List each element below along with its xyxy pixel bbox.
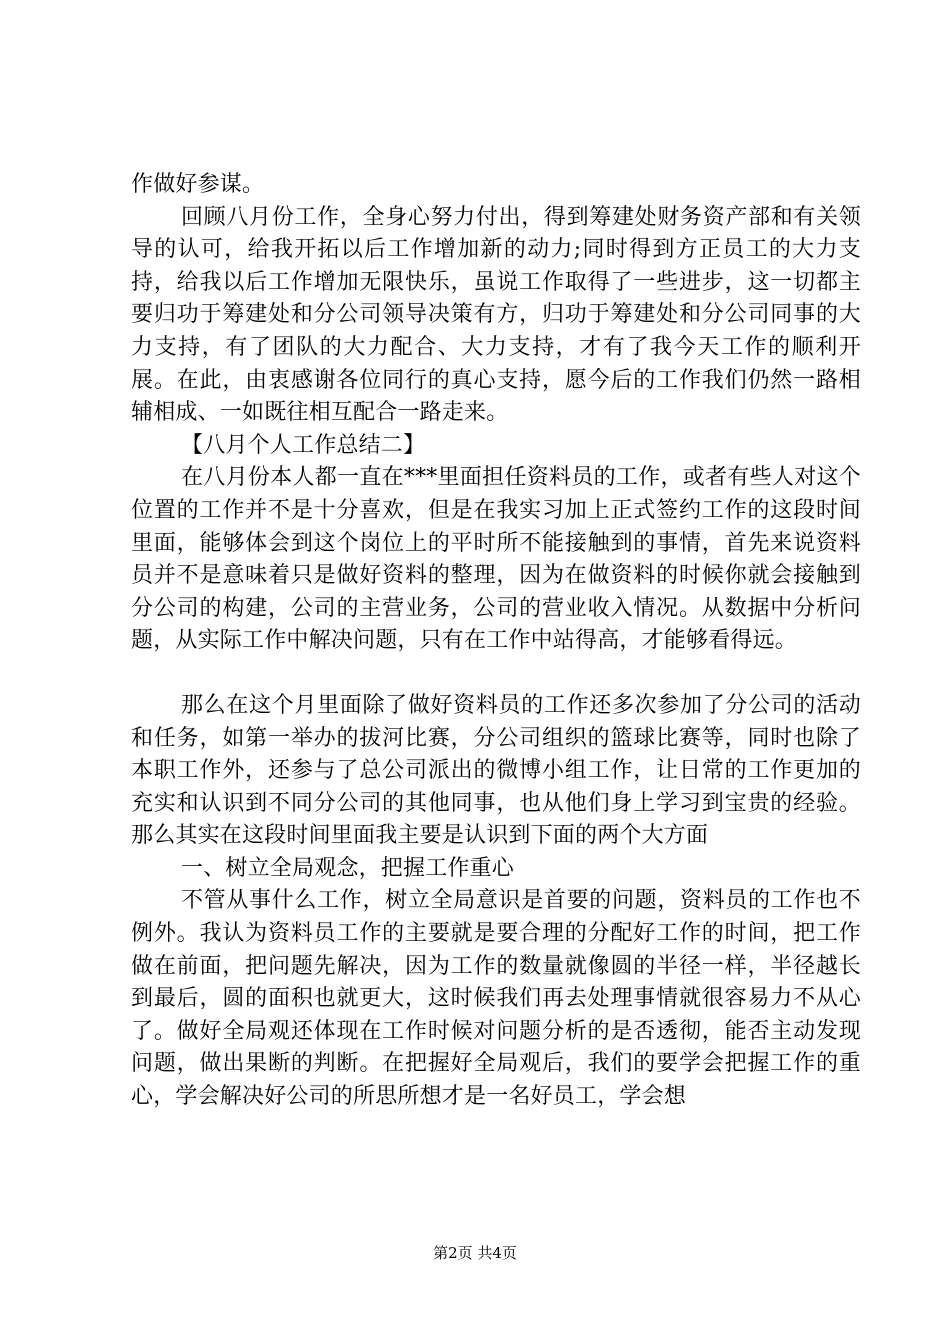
document-body <box>131 169 861 1114</box>
paragraph-global-view: 不管从事什么工作，树立全局意识是首要的问题，资料员的工作也不例外。我认为资料员工作的主要就是要合理的分配好工作的时间，把工作做在前面，把问题先解决，因为工作的数量就像圆的半径一样，半径越长到最后，圆的面积也就更大，这时候我们再去处理事情就很容易力不从心了。做好全局观还体现在工作时候对问题分析的是否透彻，能否主动发现问题，做出果断的判断。在把握好全局观后，我们的要学会把握工作的重心，学会解决好公司的所思所想才是一名好员工，学会想 <box>131 888 861 1110</box>
paragraph-review: 回顾八月份工作，全身心努力付出，得到筹建处财务资产部和有关领导的认可，给我开拓以后工作增加新的动力;同时得到方正员工的大力支持，给我以后工作增加无限快乐，虽说工作取得了一些进步，这一切都主要归功于筹建处和分公司领导决策有方，归功于筹建处和分公司同事的大力支持，有了团队的大力配合、大力支持，才有了我今天工作的顺利开展。在此，由衷感谢各位同行的真心支持，愿今后的工作我们仍然一路相辅相成、一如既往相互配合一路走来。 <box>131 204 861 426</box>
page-number-footer: 第2页 共4页 <box>433 1244 517 1262</box>
section-heading: 【八月个人工作总结二】 <box>181 432 426 458</box>
paragraph-continuation: 作做好参谋。 <box>131 172 265 197</box>
subheading-global-view: 一、树立全局观念，把握工作重心 <box>181 855 515 881</box>
paragraph-role: 在八月份本人都一直在***里面担任资料员的工作，或者有些人对这个位置的工作并不是十分喜欢，但是在我实习加上正式签约工作的这段时间里面，能够体会到这个岗位上的平时所不能接触到的事情，首先来说资料员并不是意味着只是做好资料的整理，因为在做资料的时候你就会接触到分公司的构建，公司的主营业务，公司的营业收入情况。从数据中分析问题，从实际工作中解决问题，只有在工作中站得高，才能够看得远。 <box>131 465 861 654</box>
paragraph-activities: 那么在这个月里面除了做好资料员的工作还多次参加了分公司的活动和任务，如第一举办的拔河比赛，分公司组织的篮球比赛等，同时也除了本职工作外，还参与了总公司派出的微博小组工作，让日常的工作更加的充实和认识到不同分公司的其他同事，也从他们身上学习到宝贵的经验。那么其实在这段时间里面我主要是认识到下面的两个大方面 <box>131 692 861 849</box>
